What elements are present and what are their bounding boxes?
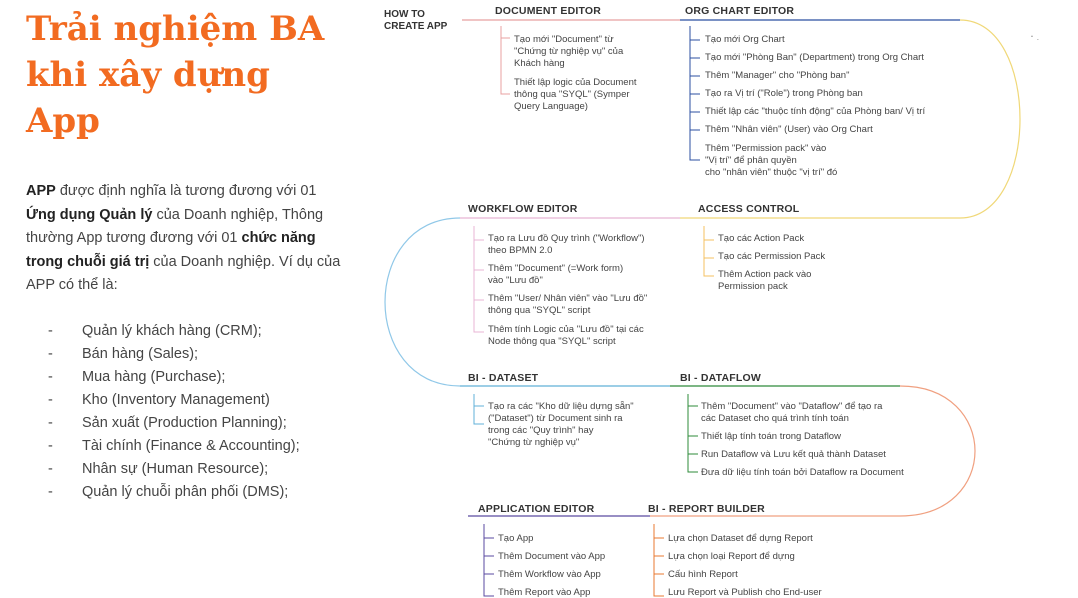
corner-mark: ⠂. <box>1030 32 1040 42</box>
bi-dataset-item: trong các "Quy trình" hay <box>488 425 594 436</box>
list-dash: - <box>48 438 53 454</box>
app-editor-ticks <box>484 538 494 574</box>
page-title-line-3: App <box>26 101 100 141</box>
list-dash: - <box>48 484 53 500</box>
access-control-item: Tạo các Action Pack <box>718 233 805 244</box>
page-title-line-2: khi xây dựng <box>26 55 270 95</box>
loop-2-blue <box>385 218 460 386</box>
bi-dataset-item: Tạo ra các "Kho dữ liệu dựng sẵn" <box>488 401 634 412</box>
bi-dataset-heading: BI - DATASET <box>468 372 539 384</box>
bi-dataflow-item: Thêm "Document" vào "Dataflow" để tạo ra <box>701 401 883 412</box>
bi-report-builder-item: Lựa chọn loại Report để dựng <box>668 551 795 562</box>
dataset-bracket <box>474 394 484 424</box>
org-chart-editor-item: Tạo mới Org Chart <box>705 34 785 45</box>
desc-bold-management-app: Ứng dụng Quản lý <box>26 206 153 223</box>
desc-bold-app: APP <box>26 183 56 199</box>
list-item-label: Sản xuất (Production Planning); <box>82 415 287 431</box>
access-control-item: Thêm Action pack vào <box>718 269 812 280</box>
workflow-editor-item: Node thông qua "SYQL" script <box>488 336 616 347</box>
bi-report-builder-item: Lựa chọn Dataset để dựng Report <box>668 533 813 544</box>
list-item-label: Kho (Inventory Management) <box>82 392 270 408</box>
org-chart-editor-item: "Vị trí" để phân quyền <box>705 155 797 166</box>
org-chart-editor-item: Thêm "Permission pack" vào <box>705 143 827 154</box>
application-editor-item: Thêm Report vào App <box>498 587 591 598</box>
bi-report-builder-item: Cấu hình Report <box>668 569 738 580</box>
document-editor-item: thông qua "SYQL" (Symper <box>514 89 630 100</box>
desc-text-1: được định nghĩa là tương đương với 01 <box>55 183 317 199</box>
page-title-line-1: Trải nghiệm BA <box>26 9 325 49</box>
app-editor-bracket <box>484 524 494 596</box>
desc-text-3: của Doanh nghiệp. Ví dụ của APP có thể là: <box>26 253 341 293</box>
bi-report-builder-item: Lưu Report và Publish cho End-user <box>668 587 822 598</box>
list-dash: - <box>48 346 53 362</box>
list-item-label: Tài chính (Finance & Accounting); <box>82 438 300 454</box>
org-editor-ticks <box>690 40 700 130</box>
bi-dataflow-item: Thiết lập tính toán trong Dataflow <box>701 431 841 442</box>
bi-dataset-item: "Chứng từ nghiệp vụ" <box>488 437 580 448</box>
list-item-label: Quản lý chuỗi phân phối (DMS); <box>82 484 289 500</box>
bi-dataset-item: ("Dataset") từ Document sinh ra <box>488 413 623 424</box>
how-to-create-app-label <box>384 9 464 33</box>
document-editor-heading: DOCUMENT EDITOR <box>495 5 602 17</box>
how-to-line-1: HOW TO <box>384 9 425 20</box>
application-editor-item: Thêm Workflow vào App <box>498 569 601 580</box>
access-control-heading: ACCESS CONTROL <box>698 203 800 215</box>
workflow-editor-item: Thêm "User/ Nhân viên" vào "Lưu đồ" <box>488 293 648 304</box>
document-editor-item: Tạo mới "Document" từ <box>514 34 614 45</box>
list-item-label: Mua hàng (Purchase); <box>82 369 226 385</box>
doc-editor-bracket <box>501 26 510 94</box>
access-control-item: Tạo các Permission Pack <box>718 251 826 262</box>
org-editor-bracket <box>690 26 700 160</box>
access-ticks <box>704 240 714 258</box>
workflow-editor-heading: WORKFLOW EDITOR <box>468 203 578 215</box>
application-editor-heading: APPLICATION EDITOR <box>478 503 595 515</box>
org-chart-editor-item: Thêm "Nhân viên" (User) vào Org Chart <box>705 124 873 135</box>
bi-dataflow-item: Đưa dữ liệu tính toán bởi Dataflow ra Document <box>701 467 904 478</box>
bi-report-builder-heading: BI - REPORT BUILDER <box>648 503 765 515</box>
org-chart-editor-heading: ORG CHART EDITOR <box>685 5 795 17</box>
org-chart-editor-item: Thêm "Manager" cho "Phòng ban" <box>705 70 850 81</box>
dataflow-ticks <box>688 406 698 454</box>
org-chart-editor-item: Thiết lập các "thuộc tính động" của Phòng ban/ Vị trí <box>705 106 926 117</box>
bi-dataflow-item: Run Dataflow và Lưu kết quả thành Dataset <box>701 449 886 460</box>
org-chart-editor-item: Tạo mới "Phòng Ban" (Department) trong Org Chart <box>705 52 924 63</box>
list-dash: - <box>48 323 53 339</box>
report-builder-ticks <box>654 538 664 574</box>
workflow-editor-item: vào "Lưu đồ" <box>488 275 543 286</box>
list-item-label: Nhân sự (Human Resource); <box>82 461 269 477</box>
how-to-line-2: CREATE APP <box>384 21 448 32</box>
report-builder-bracket <box>654 524 664 596</box>
bi-dataflow-heading: BI - DATAFLOW <box>680 372 761 384</box>
document-editor-item: Query Language) <box>514 101 588 112</box>
application-editor-item: Thêm Document vào App <box>498 551 606 562</box>
workflow-editor-item: theo BPMN 2.0 <box>488 245 553 256</box>
workflow-editor-item: Tạo ra Lưu đồ Quy trình ("Workflow") <box>488 233 645 244</box>
org-chart-editor-item: cho "nhân viên" thuộc "vị trí" đó <box>705 167 838 178</box>
document-editor-item: "Chứng từ nghiệp vụ" của <box>514 46 624 57</box>
list-dash: - <box>48 369 53 385</box>
workflow-editor-item: thông qua "SYQL" script <box>488 305 591 316</box>
org-chart-editor-item: Tạo ra Vị trí ("Role") trong Phòng ban <box>705 88 863 99</box>
list-dash: - <box>48 415 53 431</box>
application-editor-item: Tạo App <box>498 533 534 544</box>
document-editor-item: Thiết lập logic của Document <box>514 77 637 88</box>
desc-bold-value-chain: chức năng trong chuỗi giá trị <box>26 230 316 270</box>
desc-text-2: của Doanh nghiệp, Thông thường App tương đương với 01 <box>26 206 324 246</box>
workflow-bracket <box>474 226 484 332</box>
loop-1-yellow <box>680 20 1020 218</box>
list-item-label: Quản lý khách hàng (CRM); <box>82 323 262 339</box>
workflow-editor-item: Thêm tính Logic của "Lưu đồ" tại các <box>488 324 644 335</box>
workflow-editor-item: Thêm "Document" (=Work form) <box>488 263 624 274</box>
workflow-ticks <box>474 240 484 300</box>
list-item-label: Bán hàng (Sales); <box>82 346 199 362</box>
access-control-item: Permission pack <box>718 281 788 292</box>
access-bracket <box>704 226 714 276</box>
bi-dataflow-item: các Dataset cho quá trình tính toán <box>701 413 849 424</box>
list-dash: - <box>48 461 53 477</box>
document-editor-item: Khách hàng <box>514 58 565 69</box>
list-dash: - <box>48 392 53 408</box>
